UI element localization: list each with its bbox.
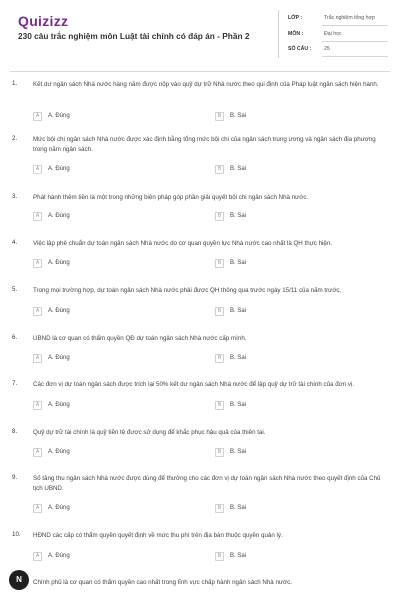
question-text: Việc lập phê chuẩn dự toán ngân sách Nhà nước do cơ quan quyền lực Nhà nước cao nhất là QH thực hiện.	[33, 240, 333, 247]
question-text: Mức bội chi ngân sách Nhà nước được xác định bằng tổng mức bội chi của ngân sách trung ương và ngân sách địa phương trong năm ngân sách.	[33, 136, 376, 153]
option-b-box[interactable]: B	[215, 112, 224, 121]
option-b-box[interactable]: B	[215, 401, 224, 410]
question-text: Trong mọi trường hợp, dự toán ngân sách Nhà nước phải được QH thông qua trước ngày 15/11 của năm trước.	[33, 287, 342, 294]
option-a-label: A. Đúng	[48, 213, 70, 219]
meta-subject	[288, 29, 388, 43]
option-b-label: B. Sai	[230, 113, 247, 119]
question-text: Phát hành thêm tiền là một trong những biện pháp góp phần giải quyết bội chi ngân sách Nhà nước.	[33, 194, 309, 201]
worksheet-title: 230 câu trắc nghiệm môn Luật tài chính có đáp án - Phần 2	[18, 31, 250, 41]
question-number: 4.	[12, 239, 18, 246]
option-b-box[interactable]: B	[215, 307, 224, 316]
quizizz-logo[interactable]: Quizizz	[18, 13, 69, 29]
meta-count-key: SỐ CÂU :	[288, 46, 312, 52]
question-text: HĐND các cấp có thẩm quyền quyết định về mức thu phí trên địa bàn thuộc quyền quản lý.	[33, 532, 283, 539]
option-a-box[interactable]: A	[33, 354, 42, 363]
meta-underline	[322, 25, 388, 26]
option-a-box[interactable]: A	[33, 165, 42, 174]
question-number: 8.	[12, 428, 18, 435]
option-b-box[interactable]: B	[215, 212, 224, 221]
meta-class	[288, 13, 388, 27]
option-b-box[interactable]: B	[215, 552, 224, 561]
header-divider	[278, 10, 279, 58]
question-number: 9.	[12, 474, 18, 481]
option-b-label: B. Sai	[230, 553, 247, 559]
option-a-box[interactable]: A	[33, 448, 42, 457]
option-a-box[interactable]: A	[33, 552, 42, 561]
option-a-label: A. Đúng	[48, 355, 70, 361]
option-a-label: A. Đúng	[48, 402, 70, 408]
floating-action-button[interactable]: N	[9, 570, 29, 590]
meta-class-value: Trắc nghiệm tổng hợp	[324, 15, 375, 21]
meta-count-value: 25	[324, 46, 330, 52]
question-text: Chính phủ là cơ quan có thẩm quyền cao nhất trong lĩnh vực chấp hành ngân sách Nhà nước.	[33, 579, 292, 586]
option-a-label: A. Đúng	[48, 308, 70, 314]
option-a-box[interactable]: A	[33, 401, 42, 410]
question-number: 7.	[12, 380, 18, 387]
option-b-label: B. Sai	[230, 213, 247, 219]
option-b-box[interactable]: B	[215, 354, 224, 363]
meta-underline	[322, 41, 388, 42]
option-b-label: B. Sai	[230, 308, 247, 314]
question-number: 3.	[12, 193, 18, 200]
question-text: Các đơn vị dự toán ngân sách được trích lại 50% kết dư ngân sách Nhà nước để lập quỹ dự trữ tài chính của đơn vị.	[33, 381, 355, 388]
option-a-box[interactable]: A	[33, 212, 42, 221]
option-a-label: A. Đúng	[48, 505, 70, 511]
meta-class-key: LỚP :	[288, 15, 303, 21]
question-text: Số tăng thu ngân sách Nhà nước được dùng để thưởng cho các đơn vị dự toán ngân sách Nhà nước theo quyết định của Chủ tịch UBND.	[33, 475, 381, 492]
question-number: 1.	[12, 80, 18, 87]
option-b-box[interactable]: B	[215, 504, 224, 513]
question-number: 10.	[12, 531, 21, 538]
option-a-label: A. Đúng	[48, 260, 70, 266]
header-rule	[10, 71, 390, 72]
worksheet-header	[0, 0, 400, 70]
option-b-box[interactable]: B	[215, 259, 224, 268]
meta-subject-value: Đại học	[324, 31, 342, 37]
meta-subject-key: MÔN :	[288, 31, 304, 37]
option-b-box[interactable]: B	[215, 448, 224, 457]
meta-underline	[322, 56, 388, 57]
question-number: 2.	[12, 135, 18, 142]
question-text: Quỹ dự trữ tài chính là quỹ tiền tệ được sử dụng để khắc phục hậu quả của thiên tai.	[33, 429, 266, 436]
question-text: Kết dư ngân sách Nhà nước hàng năm được nộp vào quỹ dự trữ Nhà nước theo qui định của Pháp luật ngân sách hiện hành.	[33, 81, 379, 88]
question-number: 5.	[12, 286, 18, 293]
meta-count	[288, 44, 388, 58]
option-a-box[interactable]: A	[33, 112, 42, 121]
option-a-label: A. Đúng	[48, 166, 70, 172]
option-b-label: B. Sai	[230, 402, 247, 408]
option-a-box[interactable]: A	[33, 259, 42, 268]
option-b-label: B. Sai	[230, 505, 247, 511]
option-a-box[interactable]: A	[33, 504, 42, 513]
option-b-label: B. Sai	[230, 260, 247, 266]
option-b-label: B. Sai	[230, 355, 247, 361]
option-b-label: B. Sai	[230, 449, 247, 455]
option-b-box[interactable]: B	[215, 165, 224, 174]
option-b-label: B. Sai	[230, 166, 247, 172]
option-a-label: A. Đúng	[48, 449, 70, 455]
question-text: UBND là cơ quan có thẩm quyền QĐ dự toán ngân sách Nhà nước cấp mình.	[33, 335, 247, 342]
option-a-label: A. Đúng	[48, 113, 70, 119]
question-number: 6.	[12, 334, 18, 341]
option-a-box[interactable]: A	[33, 307, 42, 316]
option-a-label: A. Đúng	[48, 553, 70, 559]
